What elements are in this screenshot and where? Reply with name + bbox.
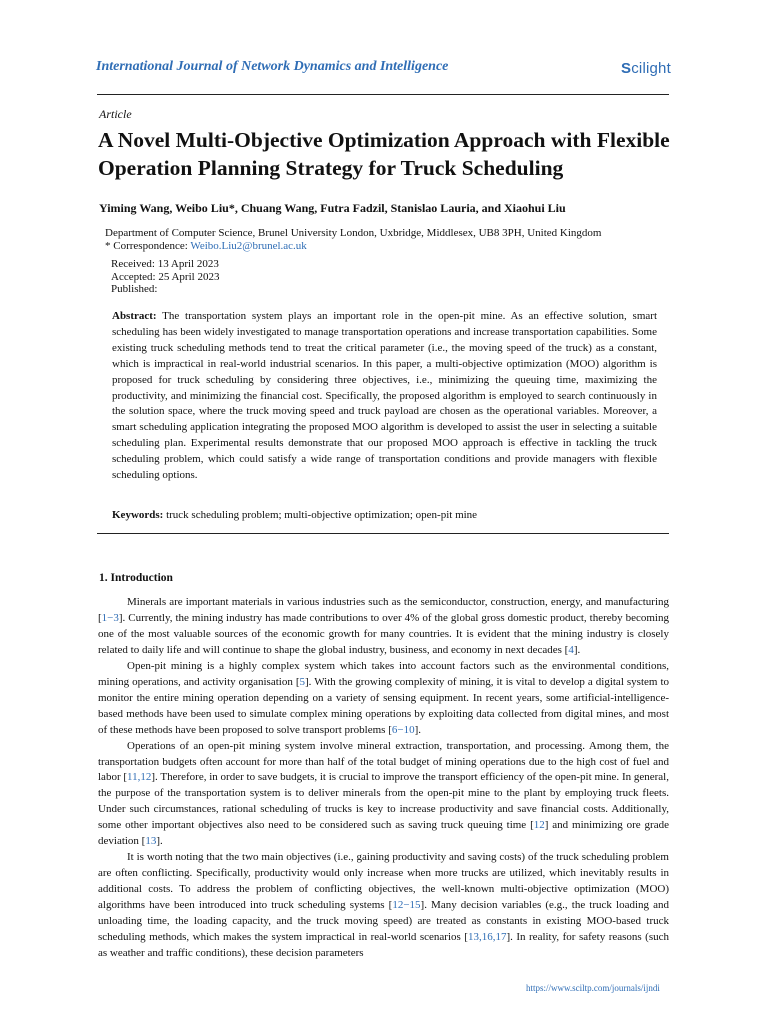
paragraph-text: ]. In reality, for safety reasons (such as weather and traffic conditions), these decision parameters <box>98 931 670 959</box>
abstract-label: Abstract: <box>112 310 157 322</box>
keywords-label: Keywords: <box>112 509 164 521</box>
paragraph-text: ]. Currently, the mining industry has made contributions to over 4% of the global gross domestic product, thereby becoming one of the most valuable sources of the economic growth for many countries. It is evident that the mining industry is closely related to daily life and will continue to shape the global industry, business, and economy in next decades [ <box>98 611 669 656</box>
author-list: Yiming Wang, Weibo Liu*, Chuang Wang, Futra Fadzil, Stanislao Lauria, and Xiaohui Liu <box>99 201 566 215</box>
correspondence-email-link[interactable]: Weibo.Liu2@brunel.ac.uk <box>190 240 307 252</box>
journal-title: International Journal of Network Dynamics and Intelligence <box>96 59 449 74</box>
citation-link[interactable]: 6−10 <box>391 723 415 736</box>
correspondence <box>105 240 601 253</box>
section-heading: 1. Introduction <box>99 572 173 584</box>
abstract <box>112 309 657 484</box>
citation-link[interactable]: 4 <box>568 643 574 656</box>
body-text <box>98 595 669 962</box>
article-type-label: Article <box>99 107 132 121</box>
paragraph-text: ] and minimizing ore grade deviation [ <box>98 819 669 848</box>
abstract-divider <box>97 533 669 534</box>
citation-link[interactable]: 13 <box>145 835 157 848</box>
paragraph <box>98 659 669 739</box>
paragraph-text: Operations of an open-pit mining system involve mineral extraction, transportation, and processing. Among them, the transportation budgets often account for more than half of the total budget of mining operations due to the high cost of fuel and labor [ <box>98 739 669 784</box>
abstract-text: The transportation system plays an important role in the open-pit mine. As an effective solution, smart scheduling has been widely investigated to manage transportation operations and increase transportation capabilities. Some existing truck scheduling methods tend to treat the critical parameter (i.e., the moving speed of the truck) as a constant, which is impractical in real-world industrial scenarios. In this paper, a multi-objective optimization (MOO) algorithm is proposed for truck scheduling by considering three objectives, i.e., minimizing the queuing time, maximizing the productivity, and minimizing the financial cost. Specifically, the proposed algorithm is employed to search continuously in the solution space, where the truck moving speed and truck payload are chosen as the operational variables. Moreover, a smart scheduling application integrating the proposed MOO algorithm is developed to assist the user in selecting a suitable scheduling plan. Experimental results demonstrate that our proposed MOO approach is effective in tackling the truck scheduling problem, which could satisfy a wide range of transportation conditions and provide managers with flexible scheduling options. <box>112 310 657 482</box>
paragraph <box>98 595 669 659</box>
affiliation: Department of Computer Science, Brunel University London, Uxbridge, Middlesex, UB8 3PH, United Kingdom <box>105 227 602 239</box>
citation-link[interactable]: 13,16,17 <box>467 931 507 944</box>
paragraph-text: It is worth noting that the two main objectives (i.e., gaining productivity and saving costs) of the truck scheduling problem are often conflicting. Specifically, productivity would only increase when more trucks are utilized, which inevitably results in additional costs. To address the problem of conflicting objectives, the well-known multi-objective optimization (MOO) algorithms have been introduced into truck scheduling systems [ <box>98 851 669 912</box>
publisher-logo-s: S <box>621 60 632 77</box>
received-date: Received: 13 April 2023 <box>111 258 219 270</box>
paragraph-text: ]. Therefore, in order to save budgets, it is crucial to improve the transport efficiency of the open-pit mine. In general, the purpose of the transportation system is to deliver minerals from the open-pit mine to the plant by employing truck fleets. Under such circumstances, rational scheduling of trucks is key to increase productivity and save financial costs. Additionally, some other important objectives also need to be considered such as saving truck queuing time [ <box>98 771 669 832</box>
correspondence-label: * Correspondence: <box>105 240 191 252</box>
published-date: Published: <box>111 283 158 295</box>
citation-link[interactable]: 12−15 <box>392 899 421 912</box>
keywords <box>112 509 657 521</box>
paragraph <box>98 739 669 851</box>
paragraph-text: ]. <box>414 723 422 736</box>
paragraph-text: ]. <box>573 643 581 656</box>
citation-link[interactable]: 11,12 <box>127 771 152 784</box>
header-divider <box>97 94 669 95</box>
affiliation-block <box>105 227 601 253</box>
citation-link[interactable]: 5 <box>299 675 305 688</box>
journal-url-link[interactable]: https://www.sciltp.com/journals/ijndi <box>526 983 660 993</box>
accepted-date: Accepted: 25 April 2023 <box>111 270 220 283</box>
keywords-text: truck scheduling problem; multi-objective optimization; open-pit mine <box>166 509 478 521</box>
paper-title: A Novel Multi-Objective Optimization Approach with Flexible Operation Planning Strategy for Truck Scheduling <box>98 128 670 180</box>
paragraph-text: ]. Many decision variables (e.g., the truck loading and unloading time, the loading capacity, and the truck moving speed) are treated as constants in existing MOO-based truck scheduling methods, which makes the system impractical in real-world scenarios [ <box>98 899 669 944</box>
paragraph-text: Minerals are important materials in various industries such as the semiconductor, construction, energy, and manufacturing [ <box>98 596 669 624</box>
citation-link[interactable]: 1−3 <box>101 611 119 624</box>
publisher-logo-rest: cilight <box>631 60 671 77</box>
publisher-logo <box>621 60 671 77</box>
citation-link[interactable]: 12 <box>533 819 545 832</box>
paragraph-text: Open-pit mining is a highly complex system which takes into account factors such as the environmental conditions, mining operations, and activity organisation [ <box>98 659 669 688</box>
paragraph <box>98 850 669 962</box>
paragraph-text: ]. With the growing complexity of mining, it is vital to develop a digital system to monitor the entire mining operation depending on a variety of sensing equipment. In recent years, some artificial-intelligence-based methods have been used to simulate complex mining operations by exploiting data collected from digital mines, and most of these methods have been proposed to solve transport problems [ <box>98 675 669 736</box>
dates-block <box>111 258 219 296</box>
paragraph-text: ]. <box>156 835 163 848</box>
